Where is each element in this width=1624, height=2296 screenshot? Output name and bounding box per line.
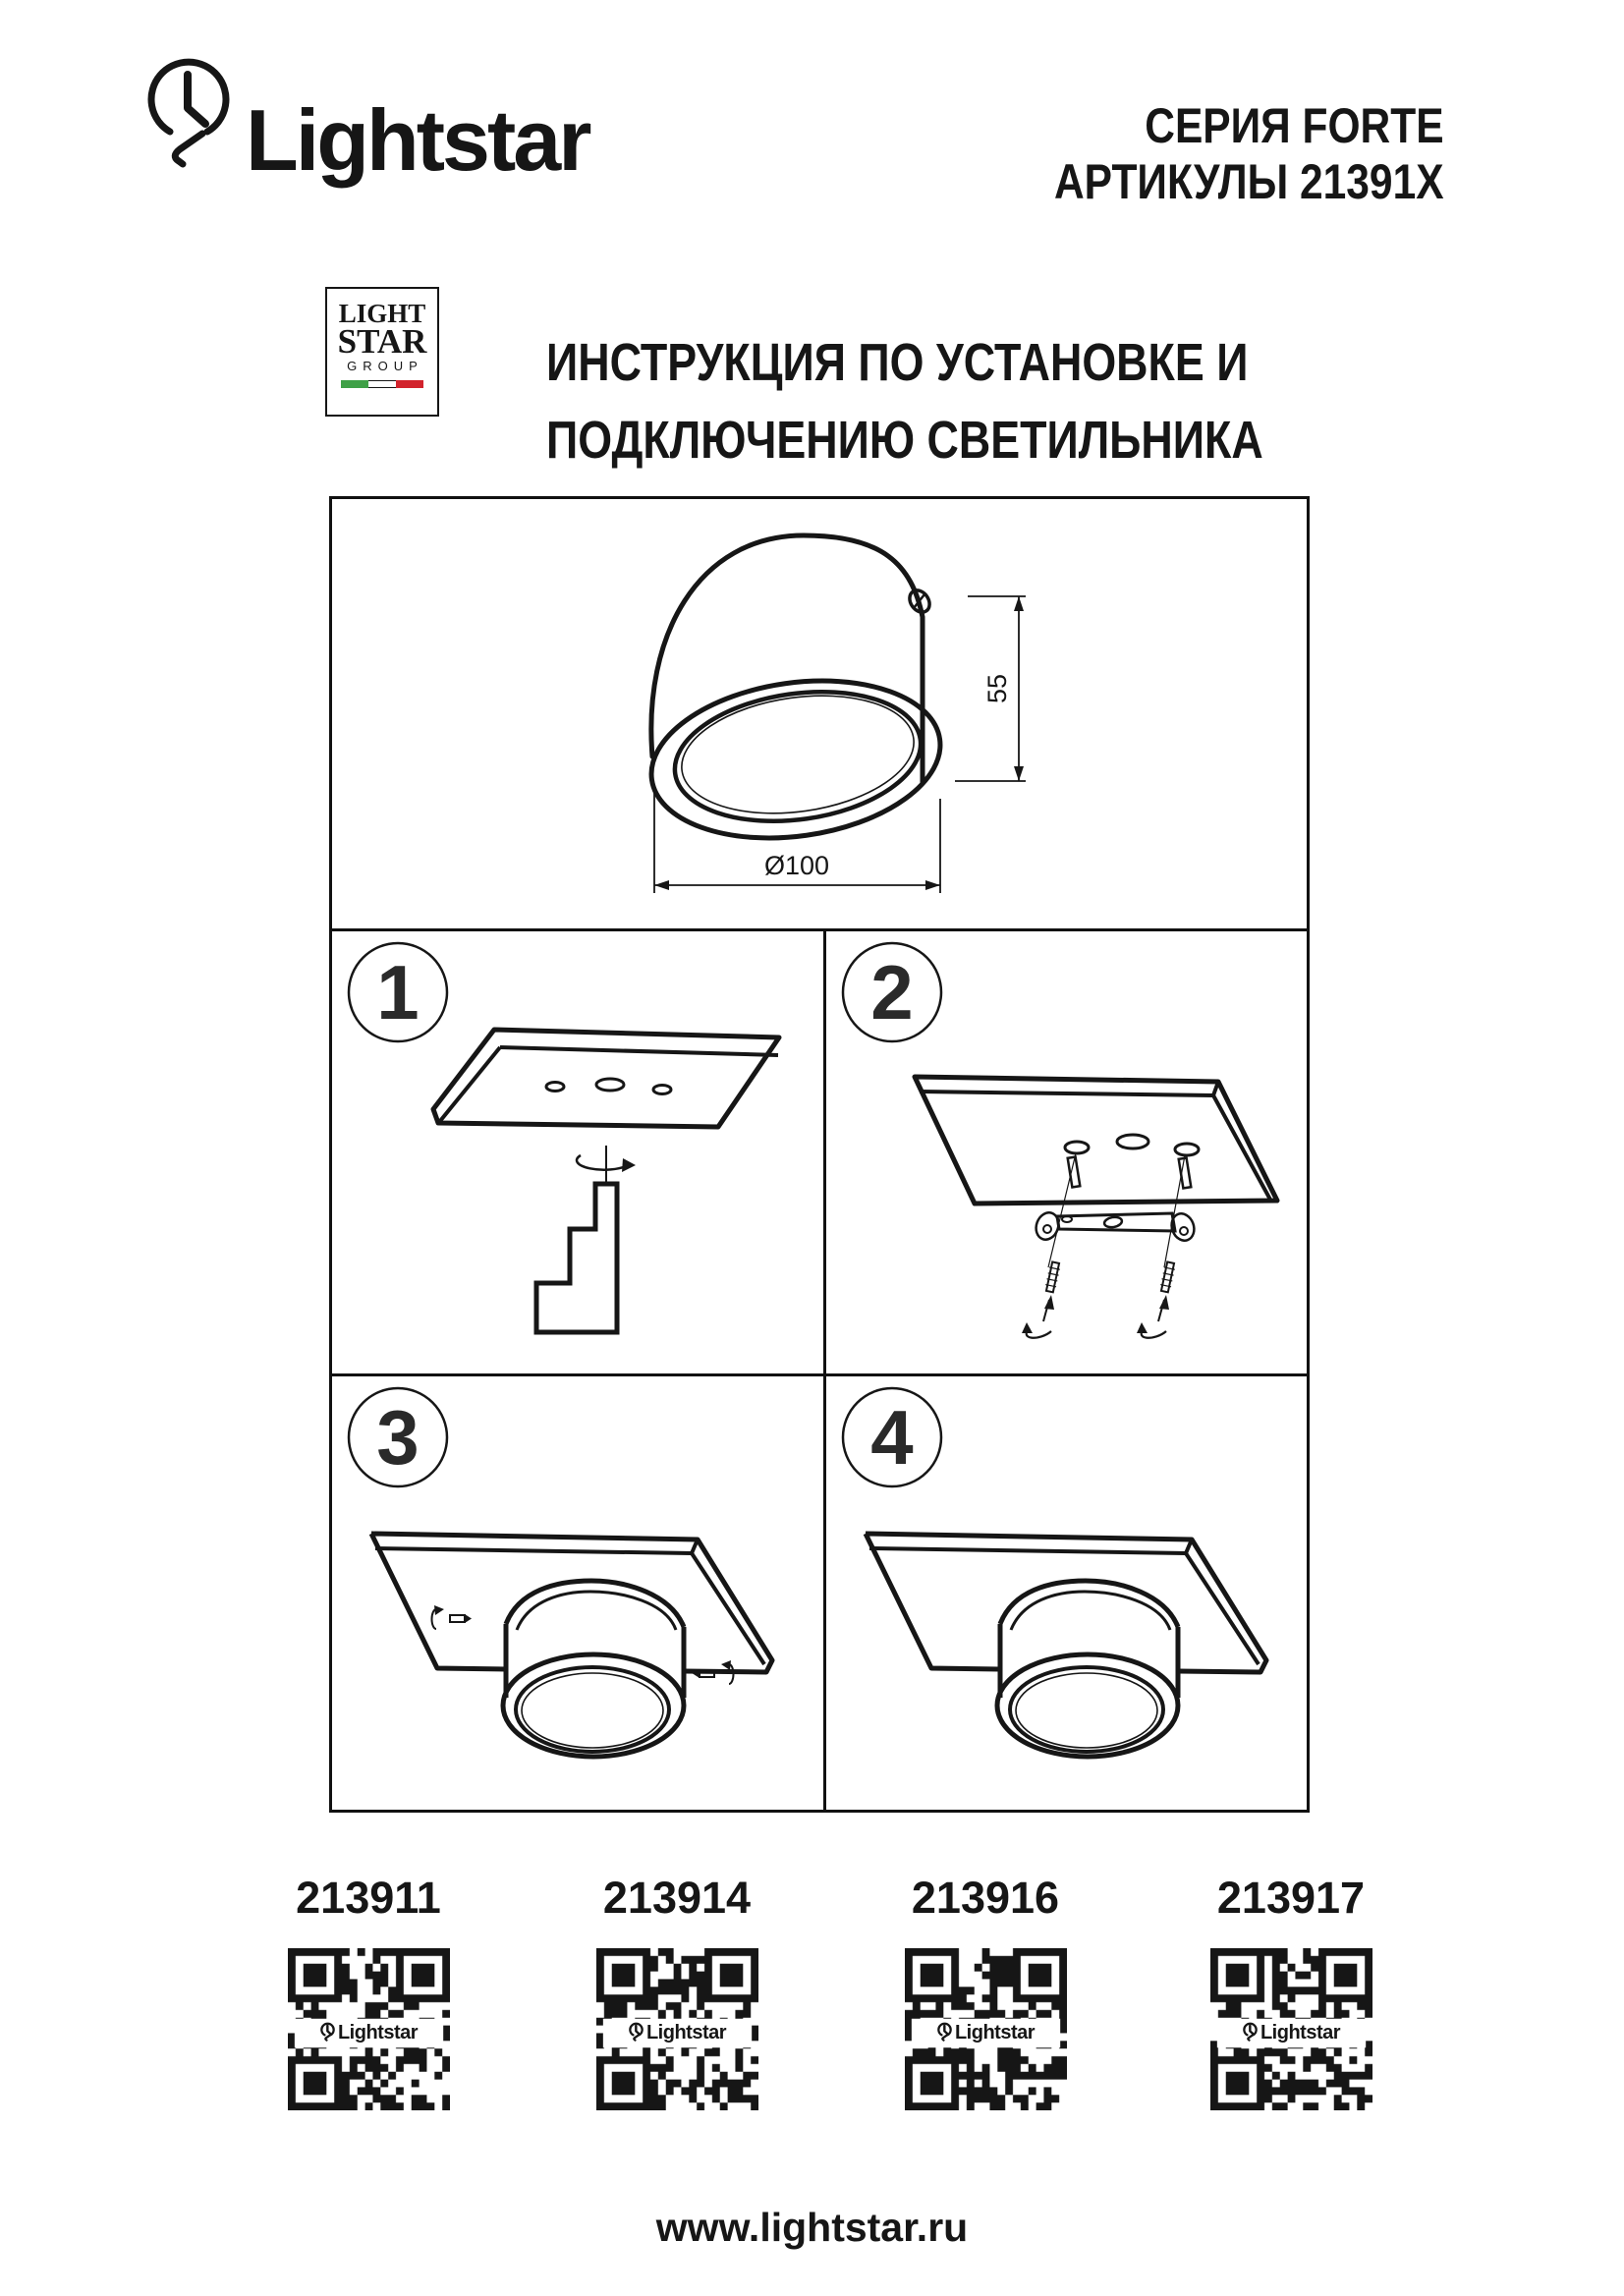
flag-green	[341, 380, 368, 388]
document-title-line2: ПОДКЛЮЧЕНИЮ СВЕТИЛЬНИКА	[546, 411, 1263, 470]
panel-step-4	[826, 1376, 1307, 1810]
side-screw-left	[432, 1605, 473, 1629]
mounting-bracket	[1033, 1209, 1198, 1244]
flag-white	[368, 380, 396, 388]
qr-code-block	[905, 1948, 1067, 2110]
luminaire-drawing	[332, 499, 1307, 928]
group-logo-star: STAR	[337, 322, 427, 361]
qr-logo-band	[295, 2019, 443, 2047]
qr-brand-label: Lightstar	[645, 2022, 727, 2044]
step-number: 1	[376, 949, 420, 1036]
bulb-icon	[629, 2022, 644, 2044]
qr-logo-band	[1217, 2019, 1366, 2047]
rotation-arrow-icon	[577, 1155, 628, 1170]
screws	[1022, 1261, 1176, 1338]
product-code: 213914	[602, 1873, 752, 1923]
step1-drawing	[332, 931, 823, 1373]
qr-code-block	[1210, 1948, 1372, 2110]
luminaire-body-outline	[651, 535, 923, 783]
step-number: 4	[870, 1394, 914, 1481]
qr-brand-label: Lightstar	[954, 2022, 1036, 2044]
assembled-luminaire	[371, 1534, 772, 1757]
step4-drawing	[826, 1376, 1307, 1810]
lightstar-group-logo	[325, 287, 439, 417]
step-number: 2	[870, 949, 914, 1036]
brand-wordmark: Lightstar	[246, 91, 589, 189]
series-header	[1054, 98, 1444, 210]
articles-title: АРТИКУЛЫ 21391X	[1054, 154, 1444, 209]
assembled-luminaire	[866, 1534, 1266, 1757]
italy-flag-icon	[341, 380, 423, 388]
document-title-line1: ИНСТРУКЦИЯ ПО УСТАНОВКЕ И	[546, 333, 1249, 392]
step-number: 3	[376, 1394, 420, 1481]
flag-red	[396, 380, 423, 388]
bulb-icon	[1243, 2022, 1258, 2044]
height-dimension	[955, 596, 1026, 781]
qr-code-block	[288, 1948, 450, 2110]
qr-code-block	[596, 1948, 758, 2110]
lightstar-bulb-icon	[143, 51, 234, 191]
product-code: 213911	[296, 1873, 441, 1923]
document-title	[546, 324, 1263, 479]
height-label: 55	[982, 673, 1012, 704]
product-code: 213916	[911, 1873, 1060, 1923]
panel-technical-drawing	[332, 499, 1307, 928]
bulb-icon	[320, 2022, 335, 2044]
qr-logo-band	[912, 2019, 1060, 2047]
qr-brand-label: Lightstar	[1260, 2022, 1341, 2044]
website-url: www.lightstar.ru	[655, 2205, 969, 2250]
bulb-icon	[937, 2022, 952, 2044]
diameter-label: Ø100	[763, 851, 830, 880]
diagram-frame	[329, 496, 1310, 1813]
panel-step-3	[332, 1376, 823, 1810]
qr-brand-label: Lightstar	[337, 2022, 419, 2044]
group-logo-group: GROUP	[347, 359, 423, 373]
step3-drawing	[332, 1376, 823, 1810]
product-code: 213917	[1216, 1873, 1366, 1923]
series-title: СЕРИЯ FORTE	[1145, 98, 1444, 153]
step2-drawing	[826, 931, 1307, 1373]
panel-step-2	[826, 931, 1307, 1373]
ceiling-plate	[433, 1030, 779, 1127]
ceiling-plate	[915, 1077, 1277, 1204]
panel-step-1	[332, 931, 823, 1373]
qr-logo-band	[603, 2019, 752, 2047]
step-drill	[536, 1146, 636, 1332]
group-logo-light: LIGHT	[338, 299, 426, 328]
mounting-studs	[1048, 1153, 1191, 1267]
